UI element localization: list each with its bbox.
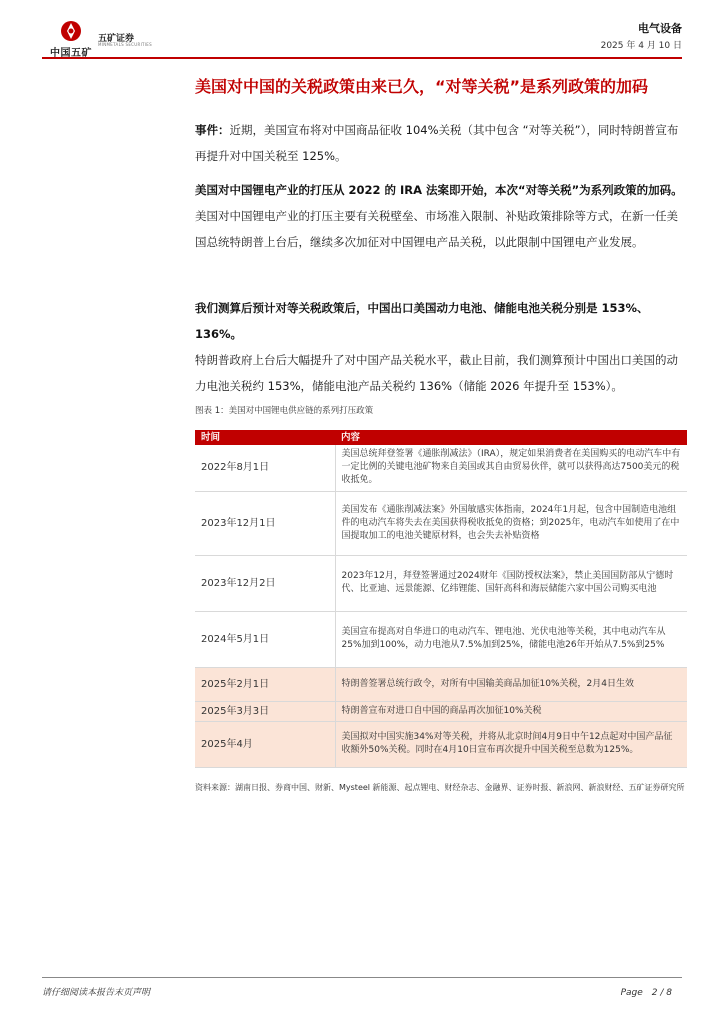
section-title: 美国对中国的关税政策由来已久，“对等关税”是系列政策的加码: [195, 77, 649, 96]
brand-name: 五矿证券: [98, 34, 135, 44]
row-time: 2025年4月: [195, 721, 335, 767]
event-label: 事件：: [195, 123, 230, 137]
footer-disclaimer: 请仔细阅读本报告末页声明: [42, 988, 151, 998]
paragraph-event: [195, 117, 685, 169]
row-time: 2025年2月1日: [195, 667, 335, 701]
table-row: [195, 445, 687, 491]
paragraph-tariff-estimate: [195, 295, 685, 399]
row-content: 美国拟对中国实施34%对等关税，并将从北京时间4月9日中午12点起对中国产品征收额外50%关税。同时在4月10日宣布再次提升中国关税至总数为125%。: [335, 721, 687, 767]
row-time: 2024年5月1日: [195, 611, 335, 667]
paragraph-ira: [195, 177, 685, 255]
row-content: 特朗普宣布对进口自中国的商品再次加征10%关税: [335, 701, 687, 721]
row-content: 美国发布《通胀削减法案》外国敏感实体指南，2024年1月起，包含中国制造电池组件的电动汽车将失去在美国获得税收抵免的资格；到2025年，电动汽车如使用了在中国提取加工的电池关键原材料，也会失去补贴资格: [335, 491, 687, 555]
company-name: 中国五矿: [50, 48, 92, 59]
row-time: 2023年12月2日: [195, 555, 335, 611]
event-text: 近期，美国宣布将对中国商品征收 104%关税（其中包含 “对等关税”），同时特朗普宣布再提升对中国关税至 125%。: [195, 123, 679, 163]
table-row: [195, 667, 687, 701]
report-industry: 电气设备: [638, 22, 682, 35]
table-row: [195, 701, 687, 721]
brand-name-en: MINMETALS SECURITIES: [98, 42, 152, 47]
ira-lead: 美国对中国锂电产业的打压从 2022 的 IRA 法案即开始，本次“对等关税”为系列政策的加码。: [195, 183, 683, 197]
row-content: 特朗普签署总统行政令，对所有中国输美商品加征10%关税，2月4日生效: [335, 667, 687, 701]
report-date: 2025 年 4 月 10 日: [600, 41, 682, 51]
ira-text: 美国对中国锂电产业的打压主要有关税壁垒、市场准入限制、补贴政策排除等方式，在新一任美国总统特朗普上台后，继续多次加征对中国锂电产品关税，以此限制中国锂电产业发展。: [195, 209, 678, 249]
row-content: 美国总统拜登签署《通胀削减法》（IRA），规定如果消费者在美国购买的电动汽车中有一定比例的关键电池矿物来自美国或其自由贸易伙伴，就可以获得高达7500美元的税收抵免。: [335, 445, 687, 491]
page-number: Page 2 / 8: [620, 988, 672, 998]
column-header-content: 内容: [335, 430, 687, 445]
row-content: 2023年12月，拜登签署通过2024财年《国防授权法案》，禁止美国国防部从宁德时代、比亚迪、远景能源、亿纬锂能、国轩高科和海辰储能六家中国公司购买电池: [335, 555, 687, 611]
row-content: 美国宣布提高对自华进口的电动汽车、锂电池、光伏电池等关税，其中电动汽车从25%加到100%，动力电池从7.5%加到25%，储能电池26年开始从7.5%到25%: [335, 611, 687, 667]
policy-table: [195, 430, 687, 768]
tariff-estimate-text: 特朗普政府上台后大幅提升了对中国产品关税水平，截止目前，我们测算预计中国出口美国的动力电池关税约 153%，储能电池产品关税约 136%（储能 2026 年提升至 153%）。: [195, 353, 678, 393]
table-row: [195, 555, 687, 611]
row-time: 2023年12月1日: [195, 491, 335, 555]
table-header-row: [195, 430, 687, 445]
table-row: [195, 611, 687, 667]
row-time: 2022年8月1日: [195, 445, 335, 491]
figure-source: 资料来源：湖南日报、券商中国、财新、Mysteel 新能源、起点锂电、财经杂志、金融界、证券时报、新浪网、新浪财经、五矿证券研究所: [195, 783, 685, 792]
figure-caption: 图表 1：美国对中国锂电供应链的系列打压政策: [195, 406, 374, 416]
column-header-time: 时间: [195, 430, 335, 445]
footer-divider: [42, 977, 682, 978]
company-logo-icon: [60, 20, 82, 42]
header-divider: [42, 57, 682, 59]
tariff-estimate-lead: 我们测算后预计对等关税政策后，中国出口美国动力电池、储能电池关税分别是 153%、136%。: [195, 301, 649, 341]
table-row: [195, 721, 687, 767]
row-time: 2025年3月3日: [195, 701, 335, 721]
table-row: [195, 491, 687, 555]
